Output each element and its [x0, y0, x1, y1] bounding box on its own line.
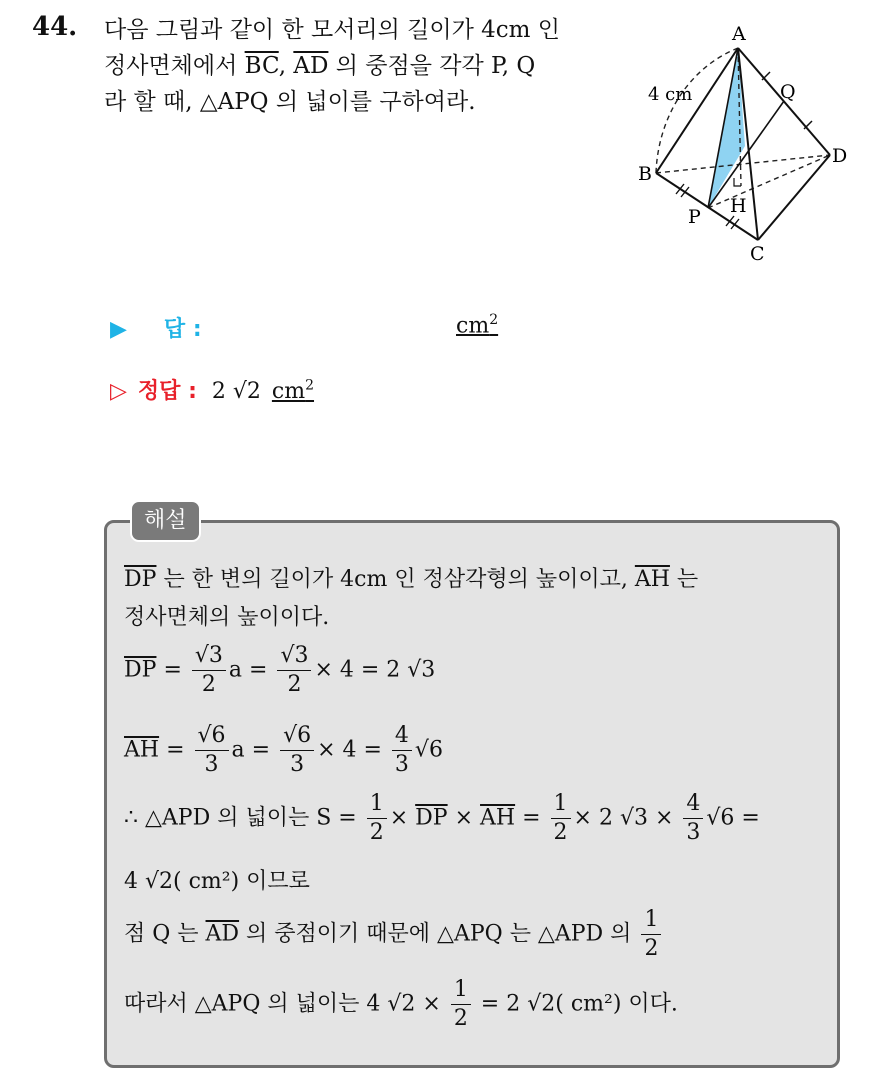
play-icon: ▶ [110, 317, 127, 342]
denominator: 3 [686, 820, 701, 845]
tick-mark [676, 184, 684, 194]
fraction [192, 642, 226, 699]
question-number: 44. [32, 12, 78, 42]
denominator: 3 [290, 752, 305, 777]
segment-bc: $\overline{BC}$ [244, 53, 279, 79]
equation-dp: $\overline{DP}$ = $\frac{√3}{2}$ a = $\frac{√3}{2}$ × 4 = 2 √3 [124, 643, 436, 697]
point-q-label: Q [780, 81, 796, 103]
solution-line-7 [124, 906, 664, 963]
solution-line-6: 4 √2( cm²) 이므로 [124, 869, 310, 894]
text: × 2 √3 × [573, 805, 681, 831]
correct-answer-row [110, 374, 314, 405]
answer-label: 답 : [163, 317, 202, 342]
vertex-c-label: C [750, 243, 765, 265]
numerator: √3 [192, 642, 226, 671]
text: 의 중점이기 때문에 △APQ 는 △APD 의 [239, 921, 639, 947]
denominator: 2 [553, 820, 568, 845]
numerator: 4 [392, 722, 412, 751]
point-p-label: P [688, 206, 701, 228]
text: × [447, 805, 481, 831]
numerator: 1 [451, 976, 471, 1005]
segment-ad: $\overline{AD}$ [293, 53, 329, 79]
solution-line-1 [124, 562, 698, 593]
edge-cd [758, 155, 830, 240]
segment-ah: $\overline{AH}$ [480, 805, 516, 831]
denominator: 2 [453, 1006, 468, 1031]
text: = 2 √2( cm²) 이다. [473, 991, 678, 1017]
text: 점 Q 는 [124, 921, 206, 947]
numerator: 1 [367, 790, 387, 819]
text: a = [228, 657, 275, 683]
numerator: 1 [641, 906, 661, 935]
text: = [515, 805, 548, 831]
numerator: 4 [683, 790, 703, 819]
segment-dp: $\overline{DP}$ [415, 805, 448, 831]
triangle-apq-fill [708, 48, 745, 208]
solution-line-8 [124, 976, 678, 1033]
text: × 4 = [317, 737, 389, 763]
segment-ah: $\overline{AH}$ [634, 567, 670, 592]
fraction [392, 722, 412, 779]
text: √6 = [706, 805, 760, 831]
text: × 4 = 2 √3 [314, 657, 436, 683]
numerator: √6 [280, 722, 314, 751]
correct-unit: cm [271, 379, 306, 404]
text: a = [231, 737, 278, 763]
correct-value: 2 √2 [211, 379, 261, 404]
segment-ah: $\overline{AH}$ [124, 737, 160, 763]
text: 따라서 △APQ 의 넓이는 4 √2 × [124, 991, 448, 1017]
solution-line-2: 정사면체의 높이이다. [124, 605, 330, 630]
right-angle-mark [734, 178, 741, 186]
denominator: 2 [644, 936, 659, 961]
question-line-2 [104, 50, 535, 82]
question-line-1: 다음 그림과 같이 한 모서리의 길이가 4cm 인 [104, 17, 560, 43]
vertex-a-label: A [732, 23, 746, 45]
segment-dp: $\overline{DP}$ [124, 657, 157, 683]
numerator: √3 [277, 642, 311, 671]
numerator: √6 [195, 722, 229, 751]
denominator: 3 [394, 752, 409, 777]
text: , [278, 53, 294, 79]
question-line-3: 라 할 때, △APQ 의 넓이를 구하여라. [104, 89, 476, 115]
solution-tag: 해설 [130, 500, 201, 542]
text: 의 중점을 각각 P, Q [328, 53, 536, 79]
vertex-d-label: D [832, 145, 848, 167]
vertex-b-label: B [638, 163, 652, 185]
text: 는 한 변의 길이가 4cm 인 정삼각형의 높이이고, [156, 567, 635, 592]
unit: cm [456, 313, 490, 339]
fraction [280, 722, 314, 779]
triangle-outline-icon: ▷ [110, 379, 127, 404]
segment-dp: $\overline{DP}$ [124, 567, 157, 592]
tetrahedron-figure [628, 18, 858, 268]
text: 는 [669, 567, 699, 592]
fraction [641, 906, 661, 963]
correct-unit-exponent: 2 [305, 377, 315, 394]
denominator: 2 [201, 672, 216, 697]
text: √6 [414, 737, 443, 763]
edge-length-label: 4 cm [648, 84, 693, 105]
text: 정사면체에서 [104, 53, 245, 79]
fraction [367, 790, 387, 847]
fraction [451, 976, 471, 1033]
equation-ah: $\overline{AH}$ = $\frac{√6}{3}$ a = $\frac{√6}{3}$ × 4 = $\frac{4}{3}$ √6 [124, 723, 443, 777]
denominator: 2 [369, 820, 384, 845]
correct-label: 정답 : [137, 379, 197, 404]
text: × [389, 805, 416, 831]
fraction [195, 722, 229, 779]
fraction [683, 790, 703, 847]
unit-exponent: 2 [489, 312, 499, 328]
fraction [277, 642, 311, 699]
numerator: 1 [551, 790, 571, 819]
text: ∴ △APD 의 넓이는 S = [124, 805, 364, 831]
fraction [551, 790, 571, 847]
denominator: 2 [287, 672, 302, 697]
point-h-label: H [730, 195, 747, 217]
tick-mark [681, 187, 689, 197]
answer-unit [456, 312, 498, 338]
denominator: 3 [204, 752, 219, 777]
segment-ad: $\overline{AD}$ [205, 921, 240, 947]
equation-area-apd [124, 790, 760, 847]
answer-row [110, 312, 202, 343]
